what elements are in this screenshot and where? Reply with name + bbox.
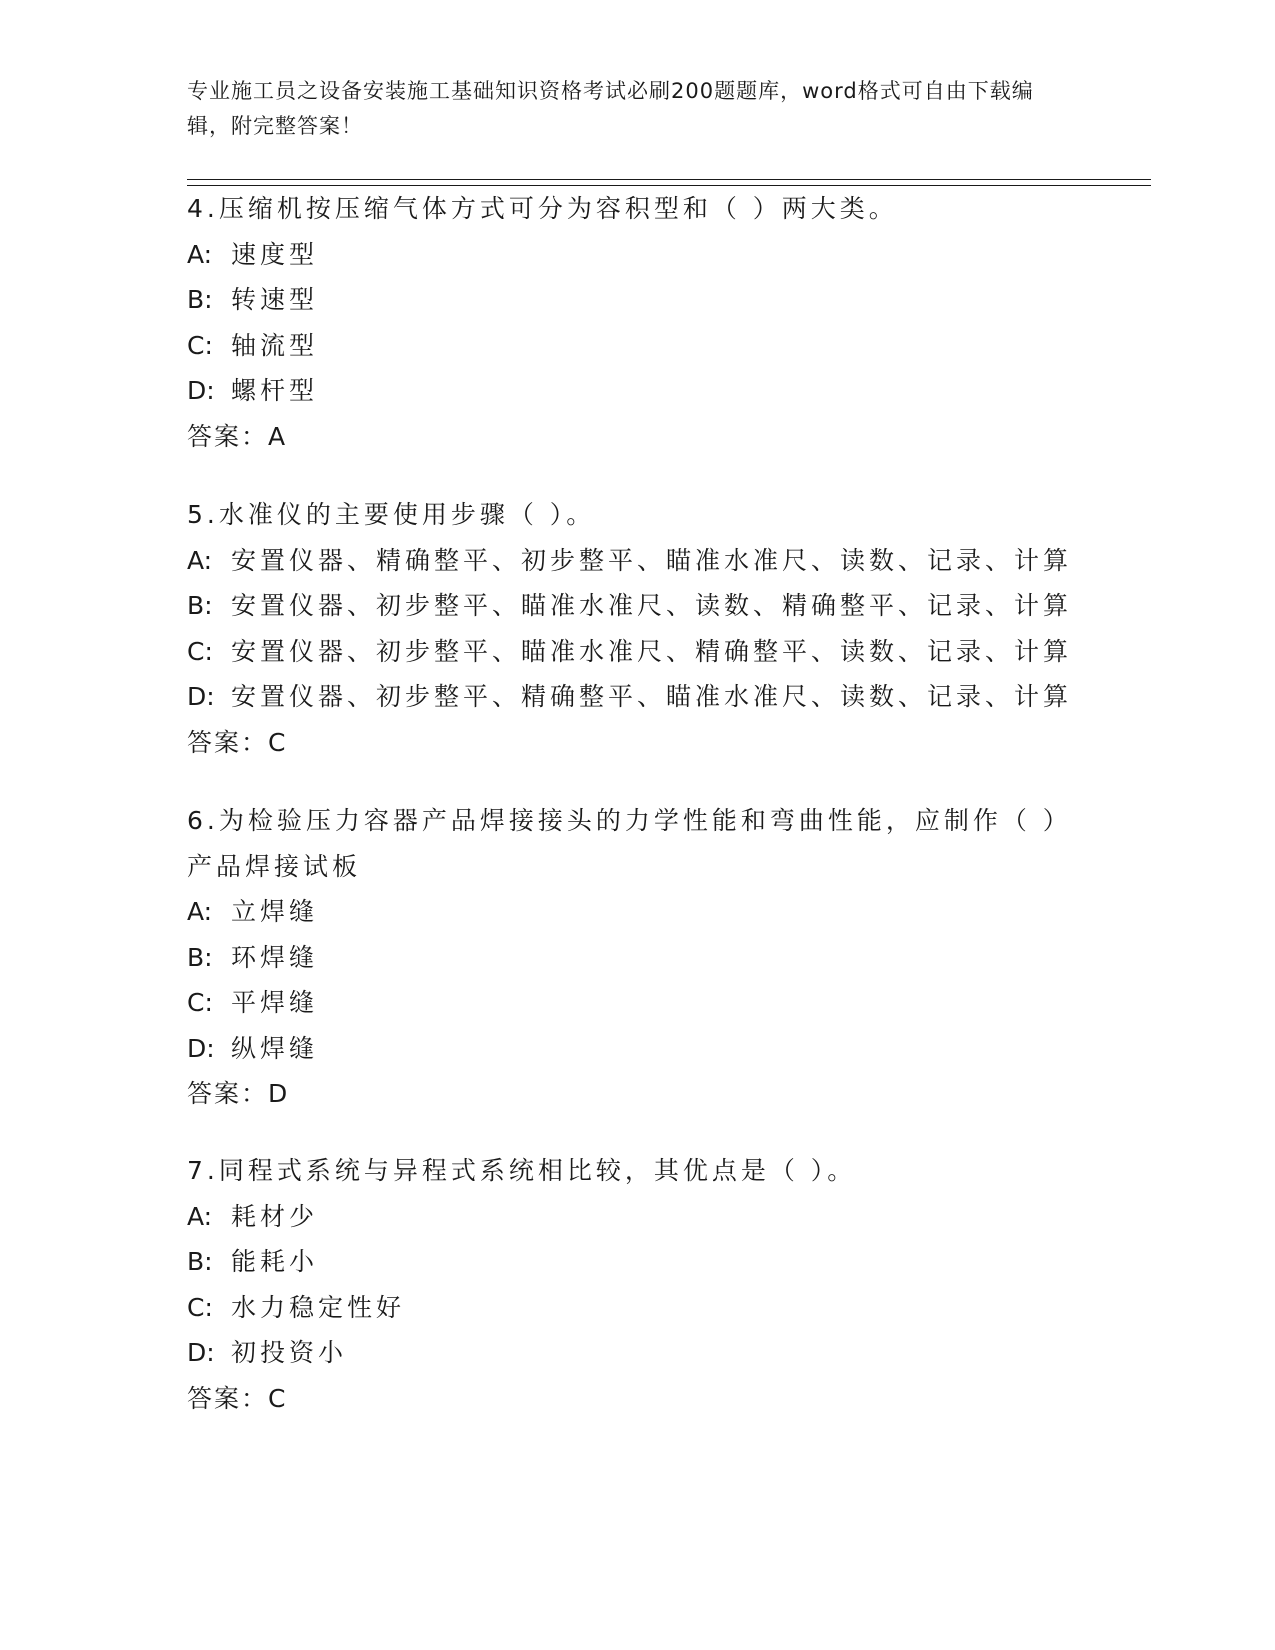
option-text: 立焊缝 — [231, 897, 319, 926]
question-block — [187, 186, 1087, 459]
answer-label: 答案： — [187, 1079, 269, 1108]
question-stem: 6.为检验压力容器产品焊接接头的力学性能和弯曲性能，应制作（ ）产品焊接试板 — [187, 806, 1060, 881]
option-d — [187, 1330, 1087, 1376]
answer-line — [187, 720, 1087, 766]
answer-label: 答案： — [187, 727, 269, 757]
option-key: B: — [187, 1247, 213, 1276]
document-intro: 专业施工员之设备安装施工基础知识资格考试必刷200题题库，word格式可自由下载编辑，附完整答案！ — [187, 79, 1034, 138]
option-c — [187, 629, 1087, 675]
header-divider — [187, 179, 1151, 186]
option-key: B: — [187, 942, 213, 972]
answer-value: A — [268, 421, 286, 451]
option-key: B: — [187, 591, 213, 620]
option-a — [187, 1194, 1087, 1240]
option-b — [187, 583, 1087, 629]
answer-value: D — [268, 1079, 288, 1108]
option-text: 速度型 — [231, 239, 319, 269]
option-text: 初投资小 — [231, 1338, 348, 1367]
option-text: 安置仪器、精确整平、初步整平、瞄准水准尺、读数、记录、计算 — [231, 545, 1073, 575]
option-text: 安置仪器、初步整平、瞄准水准尺、精确整平、读数、记录、计算 — [231, 636, 1073, 666]
option-a — [187, 538, 1087, 584]
option-text: 环焊缝 — [231, 942, 319, 972]
option-b — [187, 277, 1087, 323]
question-block — [187, 492, 1087, 765]
option-key: A: — [187, 897, 213, 926]
option-text: 螺杆型 — [231, 376, 319, 405]
option-text: 耗材少 — [231, 1201, 319, 1231]
option-key: C: — [187, 1292, 213, 1322]
option-c — [187, 980, 1087, 1026]
option-text: 轴流型 — [231, 330, 319, 360]
option-key: A: — [187, 1201, 213, 1231]
option-c — [187, 323, 1087, 369]
option-text: 能耗小 — [231, 1247, 319, 1276]
option-key: A: — [187, 239, 213, 269]
option-text: 转速型 — [231, 285, 319, 314]
answer-label: 答案： — [187, 421, 269, 451]
answer-line — [187, 1071, 1087, 1117]
option-d — [187, 674, 1087, 720]
question-stem: 5.水准仪的主要使用步骤（ ）。 — [187, 500, 596, 529]
option-key: D: — [187, 1338, 215, 1367]
question-block — [187, 1148, 1087, 1421]
option-key: B: — [187, 285, 213, 314]
question-block — [187, 798, 1087, 1117]
option-text: 平焊缝 — [231, 988, 319, 1017]
option-text: 纵焊缝 — [231, 1033, 319, 1063]
option-a — [187, 889, 1087, 935]
answer-line — [187, 414, 1087, 460]
option-d — [187, 368, 1087, 414]
option-text: 安置仪器、初步整平、瞄准水准尺、读数、精确整平、记录、计算 — [231, 591, 1073, 620]
option-b — [187, 935, 1087, 981]
option-text: 安置仪器、初步整平、精确整平、瞄准水准尺、读数、记录、计算 — [231, 682, 1073, 711]
answer-line — [187, 1376, 1087, 1422]
option-key: A: — [187, 545, 213, 575]
option-key: C: — [187, 636, 213, 666]
option-text: 水力稳定性好 — [231, 1292, 406, 1322]
option-b — [187, 1239, 1087, 1285]
answer-label: 答案： — [187, 1383, 269, 1413]
option-key: D: — [187, 376, 215, 405]
option-key: C: — [187, 988, 213, 1017]
answer-value: C — [268, 1383, 286, 1413]
option-d — [187, 1026, 1087, 1072]
option-a — [187, 232, 1087, 278]
question-stem: 7.同程式系统与异程式系统相比较，其优点是（ ）。 — [187, 1156, 857, 1185]
option-c — [187, 1285, 1087, 1331]
question-stem: 4.压缩机按压缩气体方式可分为容积型和（ ）两大类。 — [187, 194, 898, 223]
answer-value: C — [268, 727, 286, 757]
option-key: D: — [187, 1033, 215, 1063]
option-key: D: — [187, 682, 215, 711]
option-key: C: — [187, 330, 213, 360]
